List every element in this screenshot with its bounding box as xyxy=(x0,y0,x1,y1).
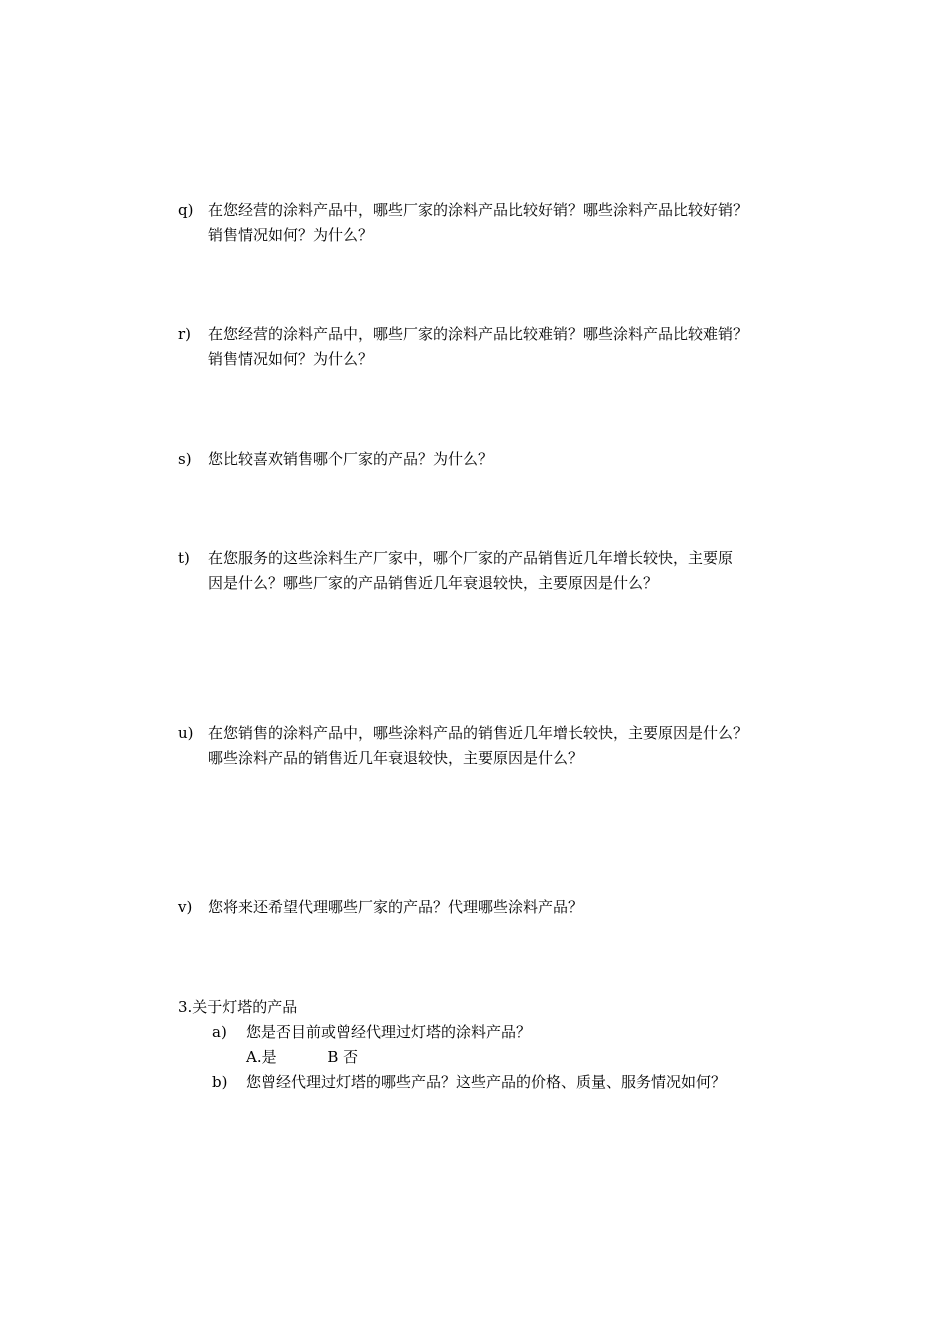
question-marker: s) xyxy=(178,450,192,468)
sub-question-marker: a) xyxy=(212,1023,227,1041)
question-s xyxy=(178,447,828,472)
question-marker: t) xyxy=(178,549,190,567)
question-t xyxy=(178,546,828,596)
question-line: 您将来还希望代理哪些厂家的产品？代理哪些涂料产品？ xyxy=(208,898,584,916)
question-u xyxy=(178,721,828,771)
sub-question-text: 您曾经代理过灯塔的哪些产品？这些产品的价格、质量、服务情况如何？ xyxy=(246,1073,727,1091)
question-marker: q) xyxy=(178,201,194,219)
question-v xyxy=(178,895,828,920)
question-line: 在您销售的涂料产品中，哪些涂料产品的销售近几年增长较快，主要原因是什么？ xyxy=(208,724,749,742)
question-line: 销售情况如何？为什么？ xyxy=(208,350,374,368)
question-marker: u) xyxy=(178,724,194,742)
answer-options xyxy=(246,1045,358,1070)
question-q xyxy=(178,198,828,248)
question-line: 您比较喜欢销售哪个厂家的产品？为什么？ xyxy=(208,450,494,468)
question-line: 哪些涂料产品的销售近几年衰退较快，主要原因是什么？ xyxy=(208,749,584,767)
sub-question-marker: b) xyxy=(212,1073,228,1091)
option-b[interactable]: B 否 xyxy=(327,1048,359,1066)
question-marker: v) xyxy=(178,898,193,916)
question-line: 销售情况如何？为什么？ xyxy=(208,226,374,244)
question-line: 因是什么？哪些厂家的产品销售近几年衰退较快，主要原因是什么？ xyxy=(208,574,659,592)
option-a[interactable]: A.是 xyxy=(246,1048,277,1066)
sub-question-a xyxy=(212,1020,832,1045)
question-line: 在您服务的这些涂料生产厂家中，哪个厂家的产品销售近几年增长较快，主要原 xyxy=(208,549,734,567)
sub-question-text: 您是否目前或曾经代理过灯塔的涂料产品？ xyxy=(246,1023,532,1041)
question-r xyxy=(178,322,828,372)
question-marker: r) xyxy=(178,325,192,343)
section-title: 3.关于灯塔的产品 xyxy=(178,998,298,1016)
question-line: 在您经营的涂料产品中，哪些厂家的涂料产品比较难销？哪些涂料产品比较难销？ xyxy=(208,325,749,343)
sub-question-b xyxy=(212,1070,832,1095)
question-line: 在您经营的涂料产品中，哪些厂家的涂料产品比较好销？哪些涂料产品比较好销？ xyxy=(208,201,749,219)
